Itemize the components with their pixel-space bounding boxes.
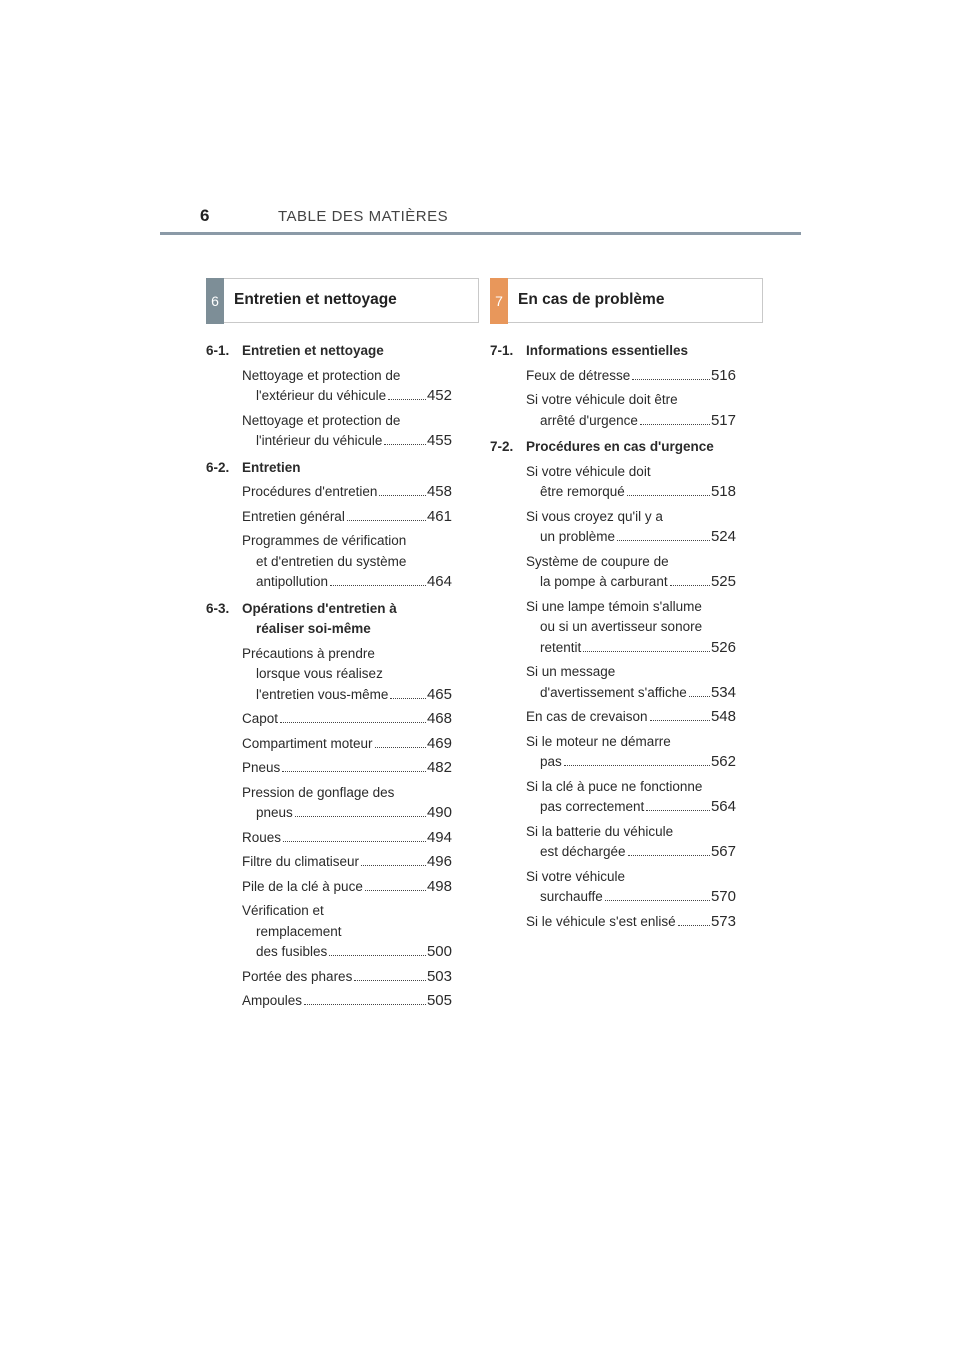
toc-dot-leader <box>628 855 710 856</box>
toc-entry-text: Pression de gonflage des <box>242 784 395 800</box>
toc-entry[interactable] <box>242 507 452 528</box>
toc-dot-leader <box>650 720 710 721</box>
toc-page-number: 468 <box>426 710 452 727</box>
toc-entry[interactable] <box>242 709 452 730</box>
toc-entry-text: Pile de la clé à puce <box>242 878 363 894</box>
toc-entry-text: pas correctement <box>540 799 645 814</box>
toc-entry-row <box>526 683 736 704</box>
page-header <box>160 204 801 236</box>
toc-group-number: 7-2. <box>490 439 514 454</box>
toc-dot-leader <box>283 841 426 842</box>
toc-entry[interactable] <box>526 912 736 933</box>
toc-entry-row <box>242 991 452 1012</box>
toc-entry-row <box>242 386 452 407</box>
toc-entry-row <box>242 942 452 963</box>
toc-dot-leader <box>646 810 710 811</box>
toc-page-number: 464 <box>426 573 452 590</box>
toc-entry-text: Roues <box>242 829 282 845</box>
toc-entry-text: Procédures d'entretien <box>242 484 378 499</box>
toc-entry-row <box>526 411 736 432</box>
toc-dot-leader <box>678 925 710 926</box>
toc-list-6 <box>206 341 479 1012</box>
toc-entry-text: Précautions à prendre <box>242 645 375 661</box>
page-number: 6 <box>200 206 210 225</box>
toc-entry-text: arrêté d'urgence <box>540 412 638 428</box>
toc-entry-row <box>242 852 452 873</box>
toc-page-number: 490 <box>426 804 452 821</box>
toc-entry-row <box>242 572 452 593</box>
toc-dot-leader <box>354 980 426 981</box>
toc-group-title <box>206 599 479 640</box>
toc-entry-text: un problème <box>540 529 616 544</box>
section-title-7: En cas de problème <box>518 291 665 308</box>
toc-page-number: 516 <box>710 366 736 384</box>
toc-entry-row <box>242 803 452 824</box>
toc-dot-leader <box>379 495 426 496</box>
toc-page-number: 465 <box>426 685 452 703</box>
toc-group-number: 6-3. <box>206 600 230 616</box>
toc-entry-text: Feux de détresse <box>526 367 631 383</box>
toc-dot-leader <box>627 495 710 496</box>
toc-entry-row <box>526 366 736 387</box>
toc-entry-text: l'extérieur du véhicule <box>256 388 387 403</box>
section-column-7 <box>490 278 763 932</box>
toc-page-number: 496 <box>426 853 452 870</box>
toc-entry-text: lorsque vous réalisez <box>256 666 383 681</box>
toc-page-number: 458 <box>426 483 452 500</box>
toc-entry-row <box>242 734 452 755</box>
toc-entry[interactable] <box>526 507 736 548</box>
toc-dot-leader <box>347 520 426 521</box>
toc-entry-text: retentit <box>540 639 582 655</box>
toc-entry[interactable] <box>242 531 452 593</box>
toc-entry[interactable] <box>242 758 452 779</box>
toc-entry[interactable] <box>526 366 736 387</box>
toc-entry-text: Si la clé à puce ne fonctionne <box>526 778 703 794</box>
section-column-6 <box>206 278 479 1012</box>
toc-entry[interactable] <box>242 901 452 963</box>
section-title-6: Entretien et nettoyage <box>234 291 397 308</box>
toc-entry-text: Si votre véhicule <box>526 868 626 884</box>
toc-entry-text: Pneus <box>242 760 281 775</box>
toc-dot-leader <box>329 955 426 956</box>
toc-dot-leader <box>375 747 426 748</box>
toc-group-label: Procédures en cas d'urgence <box>526 439 714 454</box>
section-tab-6: 6 <box>206 278 224 324</box>
toc-entry[interactable] <box>526 777 736 818</box>
toc-entry-text: Si le moteur ne démarre <box>526 733 671 749</box>
toc-entry-text: la pompe à carburant <box>540 574 668 589</box>
toc-page-number: 526 <box>710 638 736 656</box>
toc-entry[interactable] <box>242 734 452 755</box>
toc-entry[interactable] <box>526 707 736 728</box>
toc-page-number: 500 <box>426 943 452 960</box>
toc-entry-row <box>242 758 452 779</box>
toc-entry-text: Ampoules <box>242 993 303 1008</box>
toc-entry-row <box>242 685 452 706</box>
toc-entry-row <box>242 967 452 988</box>
toc-page-number: 517 <box>710 411 736 429</box>
toc-group-number: 7-1. <box>490 343 514 358</box>
toc-dot-leader <box>361 865 426 866</box>
toc-entry-text: En cas de crevaison <box>526 709 648 724</box>
toc-entry[interactable] <box>242 482 452 503</box>
toc-dot-leader <box>388 399 426 400</box>
toc-page-number: 469 <box>426 734 452 752</box>
toc-list-7 <box>490 341 763 932</box>
toc-entry-row <box>242 507 452 528</box>
toc-entry-row <box>526 482 736 503</box>
toc-entry-text: antipollution <box>256 574 329 589</box>
toc-entry-text: Si la batterie du véhicule <box>526 823 674 839</box>
toc-page-number: 524 <box>710 528 736 545</box>
toc-entry-text: Nettoyage et protection de <box>242 367 401 383</box>
toc-dot-leader <box>295 816 426 817</box>
toc-group-label: Entretien et nettoyage <box>242 343 384 358</box>
toc-page-number: 564 <box>710 798 736 815</box>
toc-entry-row <box>526 887 736 908</box>
toc-page-number: 534 <box>710 683 736 701</box>
toc-group-title <box>206 341 479 362</box>
toc-entry[interactable] <box>242 783 452 824</box>
toc-page-number: 482 <box>426 759 452 776</box>
toc-entry-text: Entretien général <box>242 508 345 524</box>
toc-entry-text: Si le véhicule s'est enlisé <box>526 913 676 929</box>
toc-page-number: 570 <box>710 888 736 905</box>
toc-entry-row <box>526 572 736 593</box>
toc-entry[interactable] <box>242 991 452 1012</box>
section-header-6 <box>206 278 479 323</box>
toc-entry-row <box>526 842 736 863</box>
toc-entry[interactable] <box>242 967 452 988</box>
toc-entry-text: Système de coupure de <box>526 553 669 569</box>
toc-dot-leader <box>365 890 426 891</box>
toc-entry-row <box>526 638 736 659</box>
toc-entry-text: remplacement <box>256 923 342 939</box>
toc-group-label: réaliser soi-même <box>256 621 371 636</box>
toc-entry[interactable] <box>526 390 736 431</box>
toc-entry-row <box>526 527 736 548</box>
toc-dot-leader <box>605 900 710 901</box>
toc-dot-leader <box>617 540 710 541</box>
toc-entry[interactable] <box>526 597 736 659</box>
toc-entry-text: surchauffe <box>540 889 603 904</box>
toc-entry[interactable] <box>242 366 452 407</box>
toc-entry-text: Capot <box>242 711 279 726</box>
toc-entry-text: Compartiment moteur <box>242 735 373 751</box>
toc-dot-leader <box>390 698 426 699</box>
toc-entry-text: d'avertissement s'affiche <box>540 684 687 700</box>
toc-dot-leader <box>280 722 426 723</box>
toc-entry-text: pneus <box>256 805 293 820</box>
toc-entry-text: est déchargée <box>540 844 626 859</box>
toc-entry-text: Si une lampe témoin s'allume <box>526 598 702 614</box>
toc-page-number: 562 <box>710 753 736 770</box>
toc-page-number: 455 <box>426 432 452 449</box>
toc-group-label: Informations essentielles <box>526 343 689 358</box>
toc-entry-row <box>242 709 452 730</box>
toc-entry-row <box>242 431 452 452</box>
header-rule <box>160 232 801 235</box>
toc-entry-row <box>526 797 736 818</box>
toc-page-number: 494 <box>426 828 452 846</box>
toc-page-number: 525 <box>710 573 736 590</box>
toc-entry-row <box>242 877 452 898</box>
toc-entry-text: et d'entretien du système <box>256 553 407 569</box>
toc-entry[interactable] <box>242 828 452 849</box>
toc-page-number: 505 <box>426 992 452 1009</box>
toc-entry-row <box>242 828 452 849</box>
toc-group-title <box>490 341 763 362</box>
toc-group-number: 6-1. <box>206 343 230 358</box>
toc-group-number: 6-2. <box>206 459 230 475</box>
toc-dot-leader <box>330 585 426 586</box>
toc-entry-text: Filtre du climatiseur <box>242 854 360 869</box>
toc-entry-text: Portée des phares <box>242 968 353 984</box>
toc-page-number: 503 <box>426 967 452 985</box>
toc-entry-text: Si votre véhicule doit <box>526 463 651 479</box>
toc-dot-leader <box>640 424 710 425</box>
toc-entry-text: ou si un avertisseur sonore <box>540 619 703 634</box>
toc-entry-text: Si vous croyez qu'il y a <box>526 508 663 524</box>
toc-page-number: 452 <box>426 387 452 404</box>
toc-entry-text: Programmes de vérification <box>242 533 407 548</box>
toc-entry-text: des fusibles <box>256 944 328 959</box>
toc-entry-row <box>526 752 736 773</box>
toc-entry[interactable] <box>242 411 452 452</box>
toc-group-title <box>490 437 763 458</box>
toc-dot-leader <box>384 444 426 445</box>
section-tab-7: 7 <box>490 278 508 324</box>
toc-entry-row <box>526 707 736 728</box>
toc-entry-text: Si un message <box>526 664 616 679</box>
toc-dot-leader <box>304 1004 426 1005</box>
toc-entry[interactable] <box>526 662 736 703</box>
section-header-7 <box>490 278 763 323</box>
toc-entry[interactable] <box>526 462 736 503</box>
toc-entry-text: Si votre véhicule doit être <box>526 392 678 407</box>
toc-entry[interactable] <box>526 822 736 863</box>
toc-page-number: 518 <box>710 483 736 500</box>
toc-page-number: 548 <box>710 708 736 725</box>
toc-entry[interactable] <box>526 552 736 593</box>
toc-group-label: Entretien <box>242 459 301 475</box>
toc-page-number: 498 <box>426 877 452 895</box>
toc-entry[interactable] <box>242 877 452 898</box>
toc-dot-leader <box>564 765 710 766</box>
toc-dot-leader <box>670 585 710 586</box>
toc-page-number: 573 <box>710 912 736 930</box>
toc-dot-leader <box>282 771 426 772</box>
toc-entry-text: l'entretien vous-même <box>256 686 389 702</box>
toc-entry-row <box>242 482 452 503</box>
toc-entry-text: Nettoyage et protection de <box>242 412 401 428</box>
toc-dot-leader <box>583 651 710 652</box>
page-title: TABLE DES MATIÈRES <box>278 208 449 225</box>
toc-page-number: 567 <box>710 843 736 860</box>
toc-group-label: Opérations d'entretien à <box>242 600 397 616</box>
toc-entry[interactable] <box>526 867 736 908</box>
toc-group-title <box>206 458 479 479</box>
toc-entry[interactable] <box>242 852 452 873</box>
toc-dot-leader <box>632 379 710 380</box>
toc-entry-text: Vérification et <box>242 903 324 918</box>
toc-entry-text: être remorqué <box>540 484 625 499</box>
toc-entry-text: pas <box>540 754 562 769</box>
toc-entry-row <box>526 912 736 933</box>
toc-dot-leader <box>689 696 710 697</box>
toc-entry-text: l'intérieur du véhicule <box>256 433 383 448</box>
toc-entry[interactable] <box>526 732 736 773</box>
toc-page-number: 461 <box>426 507 452 525</box>
toc-entry[interactable] <box>242 644 452 706</box>
